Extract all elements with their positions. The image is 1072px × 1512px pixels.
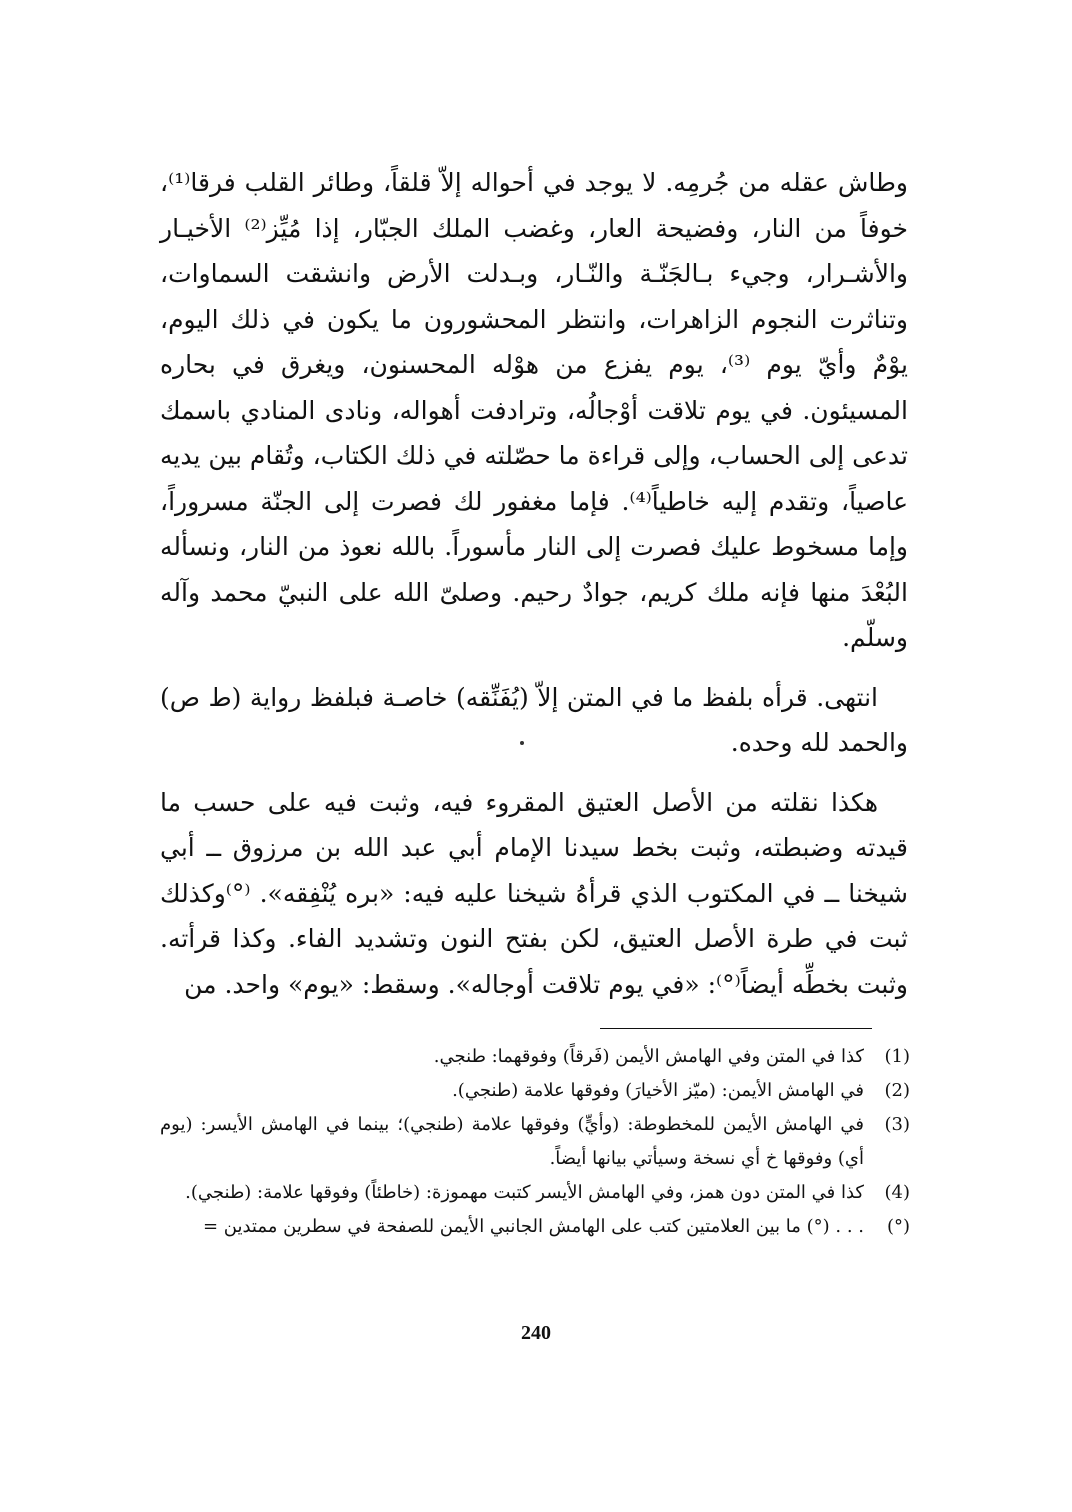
- footnote-2: [160, 1074, 910, 1108]
- footnotes: [160, 1040, 910, 1244]
- footnote-text: في الهامش الأيمن: (ميّز الأخيارَ) وفوقها علامة (طنجي).: [452, 1080, 864, 1101]
- footnote-number: (3): [884, 1114, 910, 1135]
- footnote-separator: [600, 1028, 872, 1029]
- body-paragraph-3: هكذا نقلته من الأصل العتيق المقروء فيه، وثبت فيه على حسب ما قيدته وضبطته، وثبت بخط سيدنا الإمام أبي عبد الله بن مرزوق ــ أبي شيخنا ــ في المكتوب الذي قرأهُ شيخنا عليه فيه: «بره يُنْفِقه». ⁽°⁾وكذلك ثبت في طرة الأصل العتيق، لكن بفتح النون وتشديد الفاء. وكذا قرأته. وثبت بخطِّه أيضاً⁽°⁾: «في يوم تلاقت أوجاله». وسقط: «يوم» واحد. من: [160, 787, 908, 999]
- footnote-text: كذا في المتن دون همز، وفي الهامش الأيسر كتبت مهموزة: (خاطئاً) وفوقها علامة: (طنجي).: [185, 1182, 864, 1203]
- footnote-number: (°): [886, 1216, 910, 1237]
- footnote-number: (1): [884, 1046, 910, 1067]
- footnote-text: في الهامش الأيمن للمخطوطة: (وأيٍّ) وفوقها علامة (طنجي)؛ بينما في الهامش الأيسر: (يوم أي) وفوقها خ أي نسخة وسيأتي بيانها أيضاً.: [160, 1114, 864, 1169]
- page-number: 240: [521, 1322, 551, 1344]
- footnote-5: [160, 1210, 910, 1244]
- body-paragraph-2: انتهى. قرأه بلفظ ما في المتن إلاّ (يُفَنِّقه) خاصـة فبلفظ رواية (ط ص) والحمد لله وحده.: [160, 682, 908, 757]
- stray-dot-mark: [520, 741, 524, 745]
- footnote-text: . . . (°) ما بين العلامتين كتب على الهامش الجانبي الأيمن للصفحة في سطرين ممتدين =: [202, 1216, 864, 1237]
- main-text: [160, 160, 908, 1007]
- footnote-1: [160, 1040, 910, 1074]
- footnote-3: [160, 1108, 910, 1176]
- footnote-number: (4): [884, 1182, 910, 1203]
- footnote-number: (2): [884, 1080, 910, 1101]
- body-paragraph-1: وطاش عقله من جُرمِه. لا يوجد في أحواله إلاّ قلقاً، وطائر القلب فرقا⁽¹⁾، خوفاً من النار، وفضيحة العار، وغضب الملك الجبّار، إذا مُيِّز⁽²⁾ الأخيـار والأشـرار، وجيء بـالجَنّـة والنّـار، وبـدلت الأرض وانشقت السماوات، وتناثرت النجوم الزاهرات، وانتظر المحشورون ما يكون في ذلك اليوم، يوْمٌ وأيّ يوم ⁽³⁾، يوم يفزع من هوْله المحسنون، ويغرق في بحاره المسيئون. في يوم تلاقت أوْجالُه، وترادفت أهواله، ونادى المنادي باسمك تدعى إلى الحساب، وإلى قراءة ما حصّلته في ذلك الكتاب، وتُقام بين يديه عاصياً، وتقدم إليه خاطياً⁽⁴⁾. فإما مغفور لك فصرت إلى الجنّة مسروراً، وإما مسخوط عليك فصرت إلى النار مأسوراً. بالله نعوذ من النار، ونسأله البُعْدَ منها فإنه ملك كريم، جوادٌ رحيم. وصلىّ الله على النبيّ محمد وآله وسلّم.: [160, 168, 908, 652]
- footnote-4: [160, 1176, 910, 1210]
- footnote-text: كذا في المتن وفي الهامش الأيمن (فَرقاً) وفوقهما: طنجي.: [433, 1046, 864, 1067]
